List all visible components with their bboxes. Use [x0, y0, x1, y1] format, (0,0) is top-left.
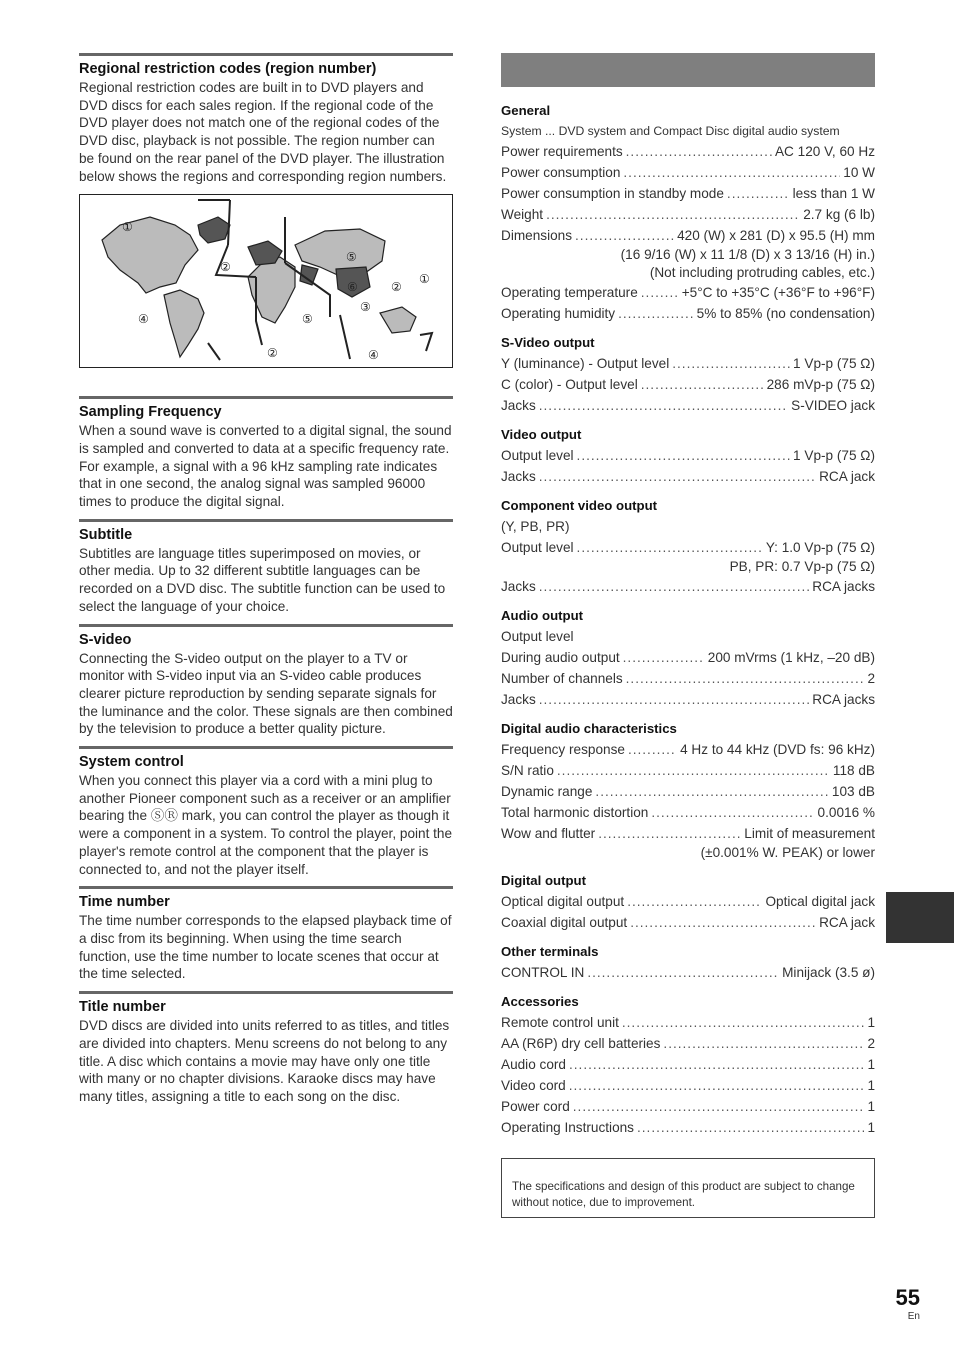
spec-label: Number of channels — [501, 671, 623, 686]
section-body: Connecting the S-video output on the player to a TV or monitor with S-video input via an S-video cable produces clearer picture reproduction by sending separate signals for the luminance and the color. These signals are then combined by the television to produce a better quality picture. — [79, 650, 453, 737]
spec-value: +5°C to +35°C (+36°F to +96°F) — [681, 285, 875, 300]
spec-value: 1 — [867, 1057, 875, 1072]
section-title: Subtitle — [79, 526, 133, 543]
section-title: Sampling Frequency — [79, 404, 222, 421]
spec-label: Coaxial digital output — [501, 915, 628, 930]
spec-row — [501, 353, 875, 374]
spec-label: Video cord — [501, 1078, 566, 1093]
spec-value: 10 W — [843, 165, 875, 180]
leader-dots — [663, 1033, 864, 1054]
spec-label: Operating temperature — [501, 285, 638, 300]
leader-dots — [598, 823, 741, 844]
leader-dots — [672, 353, 790, 374]
leader-dots — [546, 204, 800, 225]
spec-row — [501, 162, 875, 183]
leader-dots — [630, 912, 816, 933]
spec-value: 2 — [867, 671, 875, 686]
spec-row — [501, 912, 875, 933]
spec-row — [501, 204, 875, 225]
map-label: ① — [122, 220, 133, 235]
spec-value: S-VIDEO jack — [791, 398, 875, 413]
spec-label: Total harmonic distortion — [501, 805, 649, 820]
component-level-pbpr: PB, PR: 0.7 Vp-p (75 Ω) — [729, 559, 875, 574]
map-label: ② — [267, 346, 278, 361]
spec-value: Optical digital jack — [765, 894, 875, 909]
leader-dots — [622, 1012, 865, 1033]
spec-label: Jacks — [501, 469, 536, 484]
leader-dots — [577, 445, 791, 466]
spec-value: 1 Vp-p (75 Ω) — [793, 448, 875, 463]
spec-row — [501, 1012, 875, 1033]
spec-value: RCA jacks — [812, 579, 875, 594]
spec-value: less than 1 W — [792, 186, 875, 201]
spec-row — [501, 225, 875, 246]
spec-value: 2 — [867, 1036, 875, 1051]
spec-label: AA (R6P) dry cell batteries — [501, 1036, 661, 1051]
section-title: System control — [79, 754, 184, 771]
spec-list-dac — [501, 739, 875, 844]
map-label: ⑥ — [347, 280, 358, 295]
section-body: The time number corresponds to the elapsed playback time of a disc from its beginning. When using the time search function, use the time number to locate scenes that occur at the time selected. — [79, 913, 452, 982]
map-label: ⑤ — [346, 250, 357, 265]
system-line: System ... DVD system and Compact Disc digital audio system — [501, 124, 840, 138]
leader-dots — [618, 303, 694, 324]
spec-list-general-2 — [501, 282, 875, 324]
spec-value: RCA jack — [819, 915, 875, 930]
leader-dots — [569, 1054, 864, 1075]
spec-row — [501, 1054, 875, 1075]
leader-dots — [573, 1096, 865, 1117]
spec-value: 4 Hz to 44 kHz (DVD fs: 96 kHz) — [680, 742, 875, 757]
spec-row — [501, 537, 875, 558]
spec-label: Y (luminance) - Output level — [501, 356, 670, 371]
spec-value: 1 — [867, 1078, 875, 1093]
leader-dots — [539, 576, 810, 597]
spec-row — [501, 374, 875, 395]
spec-value: 420 (W) x 281 (D) x 95.5 (H) mm — [677, 228, 875, 243]
spec-row — [501, 668, 875, 689]
spec-label: Dimensions — [501, 228, 573, 243]
spec-label: CONTROL IN — [501, 965, 585, 980]
leader-dots — [628, 739, 677, 760]
section-time-number — [79, 886, 453, 983]
dimensions-imperial: (16 9/16 (W) x 11 1/8 (D) x 3 13/16 (H) in.) — [620, 247, 875, 262]
spec-value: 5% to 85% (no condensation) — [696, 306, 875, 321]
spec-note-box: The specifications and design of this product are subject to change without notice, due to improvement. — [501, 1158, 875, 1218]
spec-label: Dynamic range — [501, 784, 593, 799]
leader-dots — [727, 183, 790, 204]
section-title: Title number — [79, 999, 166, 1016]
spec-label: Wow and flutter — [501, 826, 596, 841]
spec-value: 286 mVp-p (75 Ω) — [766, 377, 875, 392]
section-svideo — [79, 624, 453, 739]
map-label: ④ — [368, 348, 379, 363]
leader-dots — [627, 891, 762, 912]
audio-output-level-label: Output level — [501, 629, 574, 644]
spec-value: 2.7 kg (6 lb) — [803, 207, 875, 222]
spec-row — [501, 576, 875, 597]
leader-dots — [577, 537, 763, 558]
spec-row — [501, 647, 875, 668]
spec-row — [501, 141, 875, 162]
group-title-digital: Digital output — [501, 873, 586, 888]
group-title-other: Other terminals — [501, 944, 599, 959]
spec-list-video — [501, 445, 875, 487]
leader-dots — [637, 1117, 864, 1138]
leader-dots — [595, 781, 828, 802]
map-label: ④ — [138, 312, 149, 327]
spec-label: Remote control unit — [501, 1015, 619, 1030]
section-system-control — [79, 746, 453, 878]
spec-label: During audio output — [501, 650, 620, 665]
spec-row — [501, 802, 875, 823]
specifications-header-bar — [501, 53, 875, 87]
spec-list-other — [501, 962, 875, 983]
spec-row — [501, 760, 875, 781]
spec-row — [501, 445, 875, 466]
map-label: ② — [220, 260, 231, 275]
spec-value: 118 dB — [832, 763, 875, 778]
leader-dots — [623, 162, 840, 183]
left-column — [79, 53, 453, 1114]
spec-value: 1 — [867, 1015, 875, 1030]
spec-row — [501, 739, 875, 760]
spec-row — [501, 823, 875, 844]
language-tag: En — [907, 1311, 920, 1322]
spec-value: Limit of measurement — [744, 826, 875, 841]
spec-list-digital — [501, 891, 875, 933]
spec-row — [501, 1096, 875, 1117]
spec-label: Output level — [501, 448, 574, 463]
world-map-illustration — [80, 195, 451, 364]
leader-dots — [626, 141, 772, 162]
spec-list-svideo — [501, 353, 875, 416]
dimensions-note: (Not including protruding cables, etc.) — [649, 265, 875, 280]
section-body: Regional restriction codes are built in to DVD players and DVD discs for each sales region. If the regional code of the DVD player does not match one of the regional codes of the DVD disc, playback is not possible. The region number can be found on the rear panel of the DVD player. The illustration below shows the regions and corresponding region numbers. — [79, 80, 447, 184]
spec-label: C (color) - Output level — [501, 377, 638, 392]
region-map — [79, 194, 453, 368]
spec-label: Output level — [501, 540, 574, 555]
spec-value: 1 Vp-p (75 Ω) — [793, 356, 875, 371]
spec-row — [501, 1033, 875, 1054]
spec-row — [501, 303, 875, 324]
spec-row — [501, 1075, 875, 1096]
spec-row — [501, 466, 875, 487]
spec-value: 1 — [867, 1120, 875, 1135]
spec-value: Minijack (3.5 ø) — [782, 965, 875, 980]
spec-row — [501, 395, 875, 416]
spec-value: 103 dB — [831, 784, 875, 799]
map-label: ③ — [360, 300, 371, 315]
leader-dots — [557, 760, 830, 781]
component-sub: (Y, PB, PR) — [501, 519, 570, 534]
spec-list-general — [501, 141, 875, 246]
spec-row — [501, 689, 875, 710]
spec-label: Operating Instructions — [501, 1120, 634, 1135]
leader-dots — [623, 647, 705, 668]
section-title: Time number — [79, 894, 170, 911]
spec-label: Optical digital output — [501, 894, 625, 909]
spec-label: Jacks — [501, 398, 536, 413]
section-sampling — [79, 396, 453, 511]
spec-label: Audio cord — [501, 1057, 566, 1072]
section-body: DVD discs are divided into units referred to as titles, and titles are divided into chapters. Menu screens do not belong to any title. A disc which contains a movie may have only one title with many or no chapter divisions. Karaoke discs may have many titles, assigning a title to each song on the disc. — [79, 1018, 450, 1104]
spec-row — [501, 891, 875, 912]
spec-value: Y: 1.0 Vp-p (75 Ω) — [765, 540, 875, 555]
spec-label: Frequency response — [501, 742, 625, 757]
section-tab-marker — [886, 892, 954, 943]
leader-dots — [539, 689, 810, 710]
leader-dots — [641, 282, 679, 303]
group-title-general: General — [501, 103, 551, 118]
section-body: Subtitles are language titles superimposed on movies, or other media. Up to 32 different subtitle languages can be recorded on a DVD disc. The subtitle function can be used to select the language of your choice. — [79, 545, 446, 614]
section-title: S-video — [79, 631, 132, 648]
spec-row — [501, 183, 875, 204]
spec-value: 0.0016 % — [817, 805, 875, 820]
section-title-number — [79, 991, 453, 1106]
spec-label: Power consumption in standby mode — [501, 186, 724, 201]
leader-dots — [569, 1075, 865, 1096]
section-regional — [79, 53, 453, 368]
group-title-video: Video output — [501, 427, 582, 442]
spec-label: S/N ratio — [501, 763, 554, 778]
spec-label: Power requirements — [501, 144, 623, 159]
leader-dots — [539, 395, 788, 416]
wow-flutter-note: (±0.001% W. PEAK) or lower — [700, 845, 875, 860]
spec-row — [501, 1117, 875, 1138]
spec-row — [501, 781, 875, 802]
leader-dots — [575, 225, 674, 246]
section-subtitle — [79, 519, 453, 616]
spec-label: Power consumption — [501, 165, 621, 180]
spec-value: RCA jack — [819, 469, 875, 484]
group-title-accessories: Accessories — [501, 994, 579, 1009]
spec-label: Weight — [501, 207, 544, 222]
spec-value: 1 — [867, 1099, 875, 1114]
section-body: When a sound wave is converted to a digital signal, the sound is sampled and converted to data at a specific frequency rate. For example, a signal with a 96 kHz sampling rate indicates that in one second, the analog signal was sampled 96000 times to produce the digital signal. — [79, 423, 452, 510]
spec-label: Power cord — [501, 1099, 570, 1114]
leader-dots — [651, 802, 814, 823]
spec-row — [501, 282, 875, 303]
page-number: 55 — [895, 1285, 920, 1310]
spec-label: Jacks — [501, 579, 536, 594]
leader-dots — [587, 962, 779, 983]
group-title-svideo: S-Video output — [501, 335, 595, 350]
section-body: When you connect this player via a cord with a mini plug to another Pioneer component such as a receiver or an amplifier bearing the ⓈⓇ mark, you can control the player as though it were a component in a system. To control the player, point the player's remote control at the component that the player is connected to, and not the player itself. — [79, 773, 453, 877]
group-title-dac: Digital audio characteristics — [501, 721, 677, 736]
map-label: ⑤ — [302, 312, 313, 327]
group-title-audio: Audio output — [501, 608, 584, 623]
spec-list-accessories — [501, 1012, 875, 1138]
specifications-column — [501, 53, 875, 1218]
spec-row — [501, 962, 875, 983]
spec-value: 200 mVrms (1 kHz, –20 dB) — [707, 650, 875, 665]
map-label: ② — [391, 280, 402, 295]
map-label: ① — [419, 272, 430, 287]
leader-dots — [539, 466, 816, 487]
spec-label: Jacks — [501, 692, 536, 707]
spec-value: RCA jacks — [812, 692, 875, 707]
group-title-component: Component video output — [501, 498, 658, 513]
section-title: Regional restriction codes (region number) — [79, 61, 377, 77]
leader-dots — [626, 668, 865, 689]
leader-dots — [641, 374, 764, 395]
spec-label: Operating humidity — [501, 306, 616, 321]
spec-value: AC 120 V, 60 Hz — [774, 144, 875, 159]
spec-list-audio — [501, 647, 875, 710]
